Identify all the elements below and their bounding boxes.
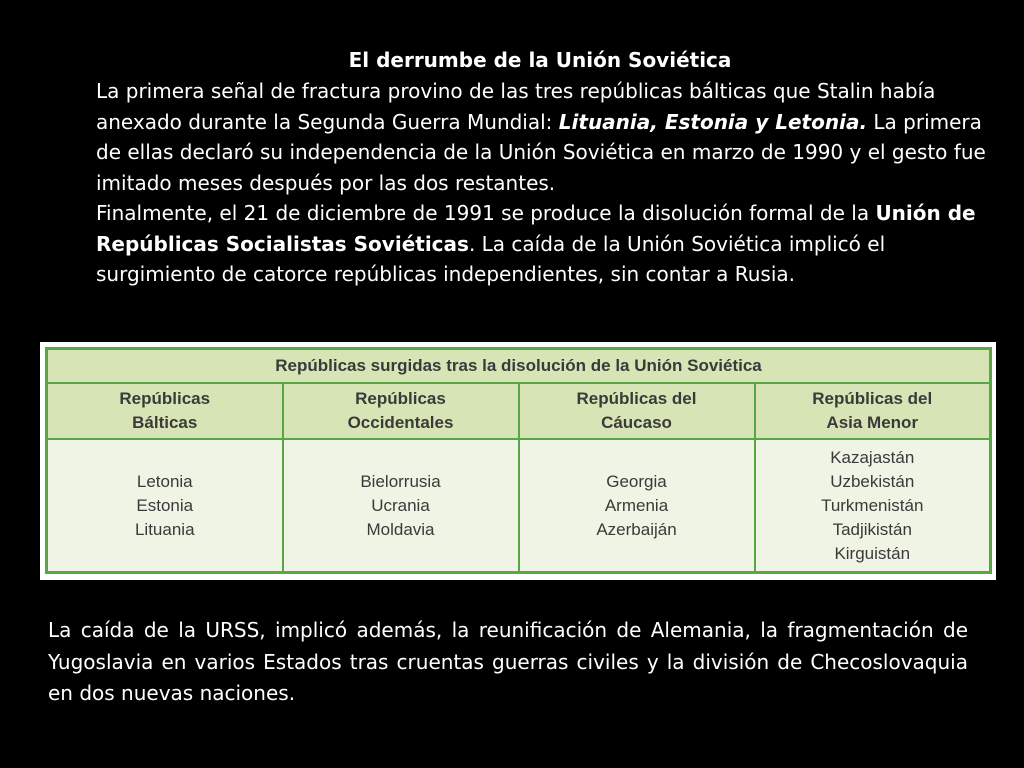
table-header-row — [47, 383, 991, 439]
intro-p1-text-c: La primera de ellas declaró su independencia de la Unión Soviética en marzo de 1990 y el gesto fue imitado meses después por las dos restantes. — [96, 109, 986, 195]
republic-name: Kazajastán — [830, 447, 915, 467]
slide-title: El derrumbe de la Unión Soviética — [348, 48, 732, 72]
cell-balticas — [47, 439, 283, 573]
cell-occidentales — [283, 439, 519, 573]
column-header-asia-menor — [755, 383, 991, 439]
header-line: Repúblicas del — [576, 389, 697, 408]
republic-name: Georgia — [606, 471, 667, 491]
republic-name: Armenia — [604, 495, 669, 515]
header-line: Repúblicas — [355, 389, 446, 408]
intro-p1-text-a: La primera señal de fractura provino de las tres repúblicas bálticas que Stalin había anexado durante la Segunda Guerra Mundial: — [96, 79, 936, 134]
republic-name: Estonia — [136, 495, 194, 515]
cell-caucaso — [519, 439, 755, 573]
baltic-republics-emphasis: Lituania, Estonia y Letonia. — [558, 109, 868, 134]
republic-name: Moldavia — [366, 519, 435, 539]
republic-name: Kirguistán — [834, 543, 911, 563]
intro-p2-text-c: . La caída de la Unión Soviética implicó el surgimiento de catorce repúblicas independientes, sin contar a Rusia. — [96, 231, 886, 286]
column-header-caucaso — [519, 383, 755, 439]
header-line: Bálticas — [132, 413, 198, 432]
table-caption: Repúblicas surgidas tras la disolución de la Unión Soviética — [47, 349, 991, 384]
header-line: Cáucaso — [601, 413, 672, 432]
republic-name: Lituania — [134, 519, 195, 539]
header-line: Repúblicas — [119, 389, 211, 408]
republic-name: Azerbaiján — [596, 519, 677, 539]
outro-paragraph: La caída de la URSS, implicó además, la reunificación de Alemania, la fragmentación de Yugoslavia en varios Estados tras cruentas guerras civiles y la división de Checoslovaquia en dos nuevas naciones. — [48, 618, 968, 705]
intro-paragraph-2 — [48, 198, 988, 290]
republics-table-image — [40, 342, 996, 580]
column-header-occidentales — [283, 383, 519, 439]
table-caption-row — [47, 349, 991, 384]
republic-name: Turkmenistán — [821, 495, 924, 515]
republic-name: Letonia — [136, 471, 193, 491]
urss-emphasis: Unión de Repúblicas Socialistas Soviéticas — [96, 201, 976, 256]
republic-name: Uzbekistán — [830, 471, 915, 491]
intro-paragraph-1 — [48, 76, 988, 198]
intro-text — [48, 76, 988, 290]
column-header-balticas — [47, 383, 283, 439]
header-line: Asia Menor — [826, 413, 919, 432]
republic-name: Bielorrusia — [360, 471, 441, 491]
table-body-row — [47, 439, 991, 573]
header-line: Occidentales — [347, 413, 454, 432]
cell-asia-menor — [755, 439, 991, 573]
intro-p2-text-a: Finalmente, el 21 de diciembre de 1991 se produce la disolución formal de la — [96, 201, 876, 225]
header-line: Repúblicas del — [812, 389, 933, 408]
republic-name: Tadjikistán — [832, 519, 912, 539]
republics-table — [45, 347, 992, 574]
republic-name: Ucrania — [371, 495, 430, 515]
